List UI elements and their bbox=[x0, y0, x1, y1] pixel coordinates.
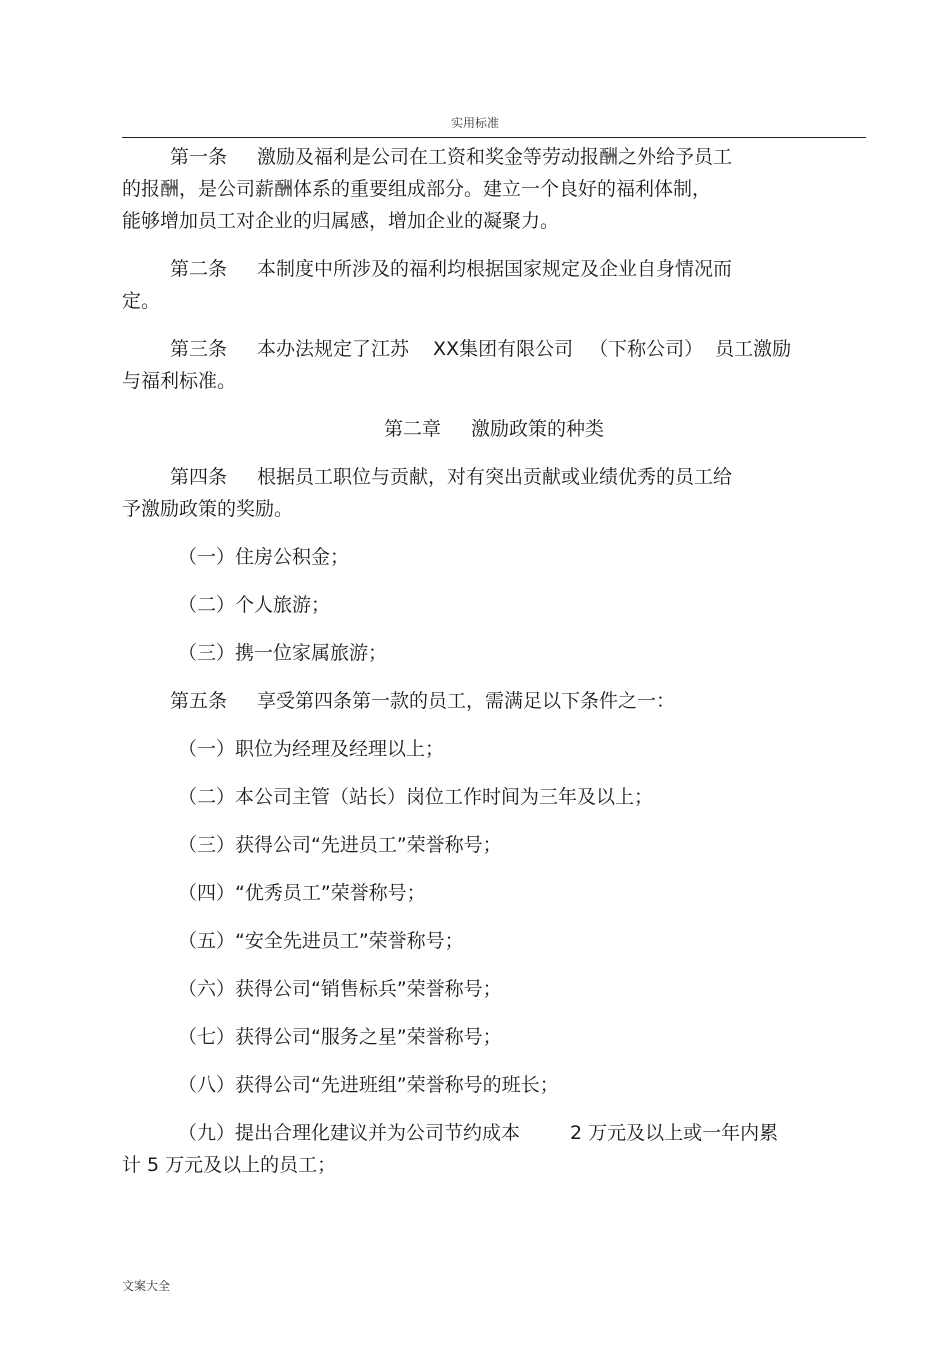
article-1-line-3: 能够增加员工对企业的归属感，增加企业的凝聚力。 bbox=[122, 210, 560, 232]
article-1-text-1: 激励及福利是公司在工资和奖金等劳动报酬之外给予员工 bbox=[257, 146, 733, 168]
article-3-text-c: （下称公司） bbox=[589, 338, 704, 360]
article-5-item-3: （三）获得公司“先进员工”荣誉称号； bbox=[178, 834, 502, 856]
article-4-number: 第四条 bbox=[170, 466, 228, 488]
article-5-item-9-line-2: 计 5 万元及以上的员工； bbox=[122, 1154, 337, 1176]
article-4-line-1 bbox=[122, 461, 842, 493]
article-2 bbox=[122, 253, 842, 317]
article-3-number: 第三条 bbox=[170, 338, 228, 360]
article-2-text-1: 本制度中所涉及的福利均根据国家规定及企业自身情况而 bbox=[257, 258, 733, 280]
article-5-item-9-text-a: （九）提出合理化建议并为公司节约成本 bbox=[178, 1122, 521, 1144]
article-2-line-2: 定。 bbox=[122, 290, 161, 312]
article-4-item-2: （二）个人旅游； bbox=[178, 594, 331, 616]
article-3-line-1 bbox=[122, 333, 842, 365]
chapter-2-heading bbox=[122, 413, 866, 445]
article-5-item-9 bbox=[122, 1117, 842, 1181]
article-3-text-d: 员工激励 bbox=[715, 338, 792, 360]
article-1-number: 第一条 bbox=[170, 146, 228, 168]
article-5-item-8: （八）获得公司“先进班组”荣誉称号的班长； bbox=[178, 1074, 559, 1096]
article-1-line-1 bbox=[122, 141, 842, 173]
article-3-line-2: 与福利标准。 bbox=[122, 370, 237, 392]
article-4-text-1: 根据员工职位与贡献，对有突出贡献或业绩优秀的员工给 bbox=[257, 466, 733, 488]
article-5-line-1 bbox=[122, 685, 842, 717]
article-5-item-9-text-b: 2 万元及以上或一年内累 bbox=[570, 1122, 779, 1144]
article-4-line-2: 予激励政策的奖励。 bbox=[122, 498, 294, 520]
article-5-item-1: （一）职位为经理及经理以上； bbox=[178, 738, 445, 760]
page-footer: 文案大全 bbox=[122, 1279, 171, 1293]
page-header: 实用标准 bbox=[450, 116, 499, 130]
article-3-text-a: 本办法规定了江苏 bbox=[257, 338, 410, 360]
article-3-text-b: XX集团有限公司 bbox=[433, 338, 574, 360]
article-5-item-5: （五）“安全先进员工”荣誉称号； bbox=[178, 930, 464, 952]
article-5-item-9-line-1 bbox=[122, 1117, 842, 1149]
article-5-text-1: 享受第四条第一款的员工，需满足以下条件之一： bbox=[257, 690, 676, 712]
article-1-line-2: 的报酬，是公司薪酬体系的重要组成部分。建立一个良好的福利体制， bbox=[122, 178, 712, 200]
article-2-line-1 bbox=[122, 253, 842, 285]
chapter-2-title: 激励政策的种类 bbox=[471, 418, 605, 440]
article-1 bbox=[122, 141, 842, 237]
article-5-item-2: （二）本公司主管（站长）岗位工作时间为三年及以上； bbox=[178, 786, 654, 808]
article-4 bbox=[122, 461, 842, 525]
article-5-item-6: （六）获得公司“销售标兵”荣誉称号； bbox=[178, 978, 502, 1000]
document-body bbox=[122, 141, 842, 1181]
article-5-item-7: （七）获得公司“服务之星”荣誉称号； bbox=[178, 1026, 502, 1048]
article-5-item-4: （四）“优秀员工”荣誉称号； bbox=[178, 882, 426, 904]
article-4-item-3: （三）携一位家属旅游； bbox=[178, 642, 388, 664]
article-5-number: 第五条 bbox=[170, 690, 228, 712]
article-3 bbox=[122, 333, 842, 397]
article-4-item-1: （一）住房公积金； bbox=[178, 546, 350, 568]
header-rule bbox=[122, 137, 866, 138]
article-2-number: 第二条 bbox=[170, 258, 228, 280]
chapter-2-number: 第二章 bbox=[383, 418, 441, 440]
